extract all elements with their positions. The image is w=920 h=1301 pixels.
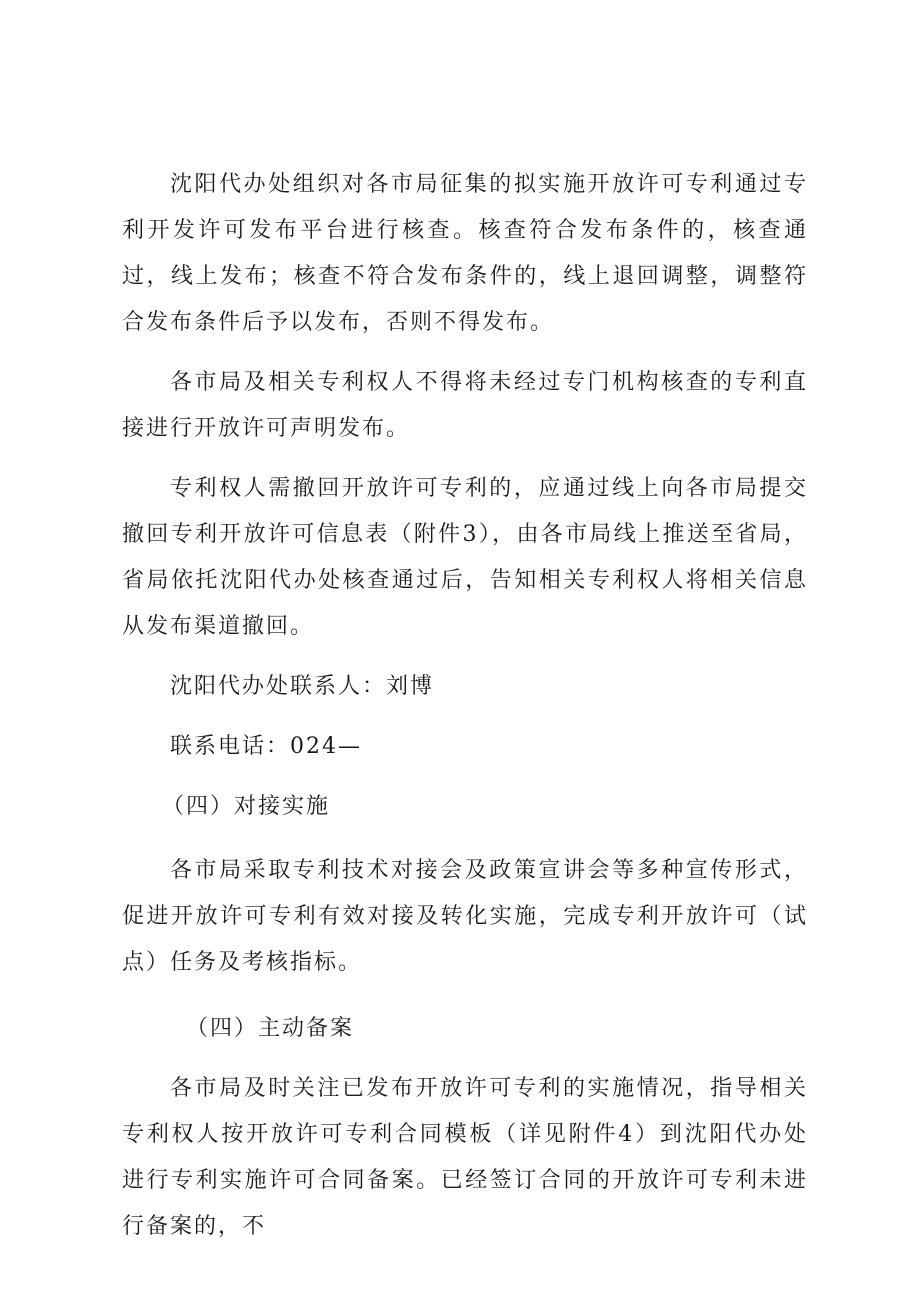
section-heading-filing: （四）主动备案 xyxy=(186,1016,355,1041)
paragraph-docking: 各市局采取专利技术对接会及政策宣讲会等多种宣传形式，促进开放许可专利有效对接及转化实施，完成专利开放许可（试点）任务及考核指标。 xyxy=(122,858,808,975)
contact-person: 沈阳代办处联系人：刘博 xyxy=(170,674,435,699)
contact-phone: 联系电话：024— xyxy=(170,734,362,759)
paragraph-withdrawal: 专利权人需撤回开放许可专利的，应通过线上向各市局提交撤回专利开放许可信息表（附件3），由各市局线上推送至省局，省局依托沈阳代办处核查通过后，告知相关专利权人将相关信息从发布渠道撤回。 xyxy=(122,476,808,639)
paragraph-filing: 各市局及时关注已发布开放许可专利的实施情况，指导相关专利权人按开放许可专利合同模板（详见附件4）到沈阳代办处进行专利实施许可合同备案。已经签订合同的开放许可专利未进行备案的，不 xyxy=(122,1076,808,1239)
paragraph-verification: 沈阳代办处组织对各市局征集的拟实施开放许可专利通过专利开发许可发布平台进行核查。核查符合发布条件的，核查通过，线上发布；核查不符合发布条件的，线上退回调整，调整符合发布条件后予以发布，否则不得发布。 xyxy=(122,172,808,335)
paragraph-no-direct-publish: 各市局及相关专利权人不得将未经过专门机构核查的专利直接进行开放许可声明发布。 xyxy=(122,370,808,441)
section-heading-docking: （四）对接实施 xyxy=(162,794,331,819)
document-body xyxy=(122,162,808,1250)
